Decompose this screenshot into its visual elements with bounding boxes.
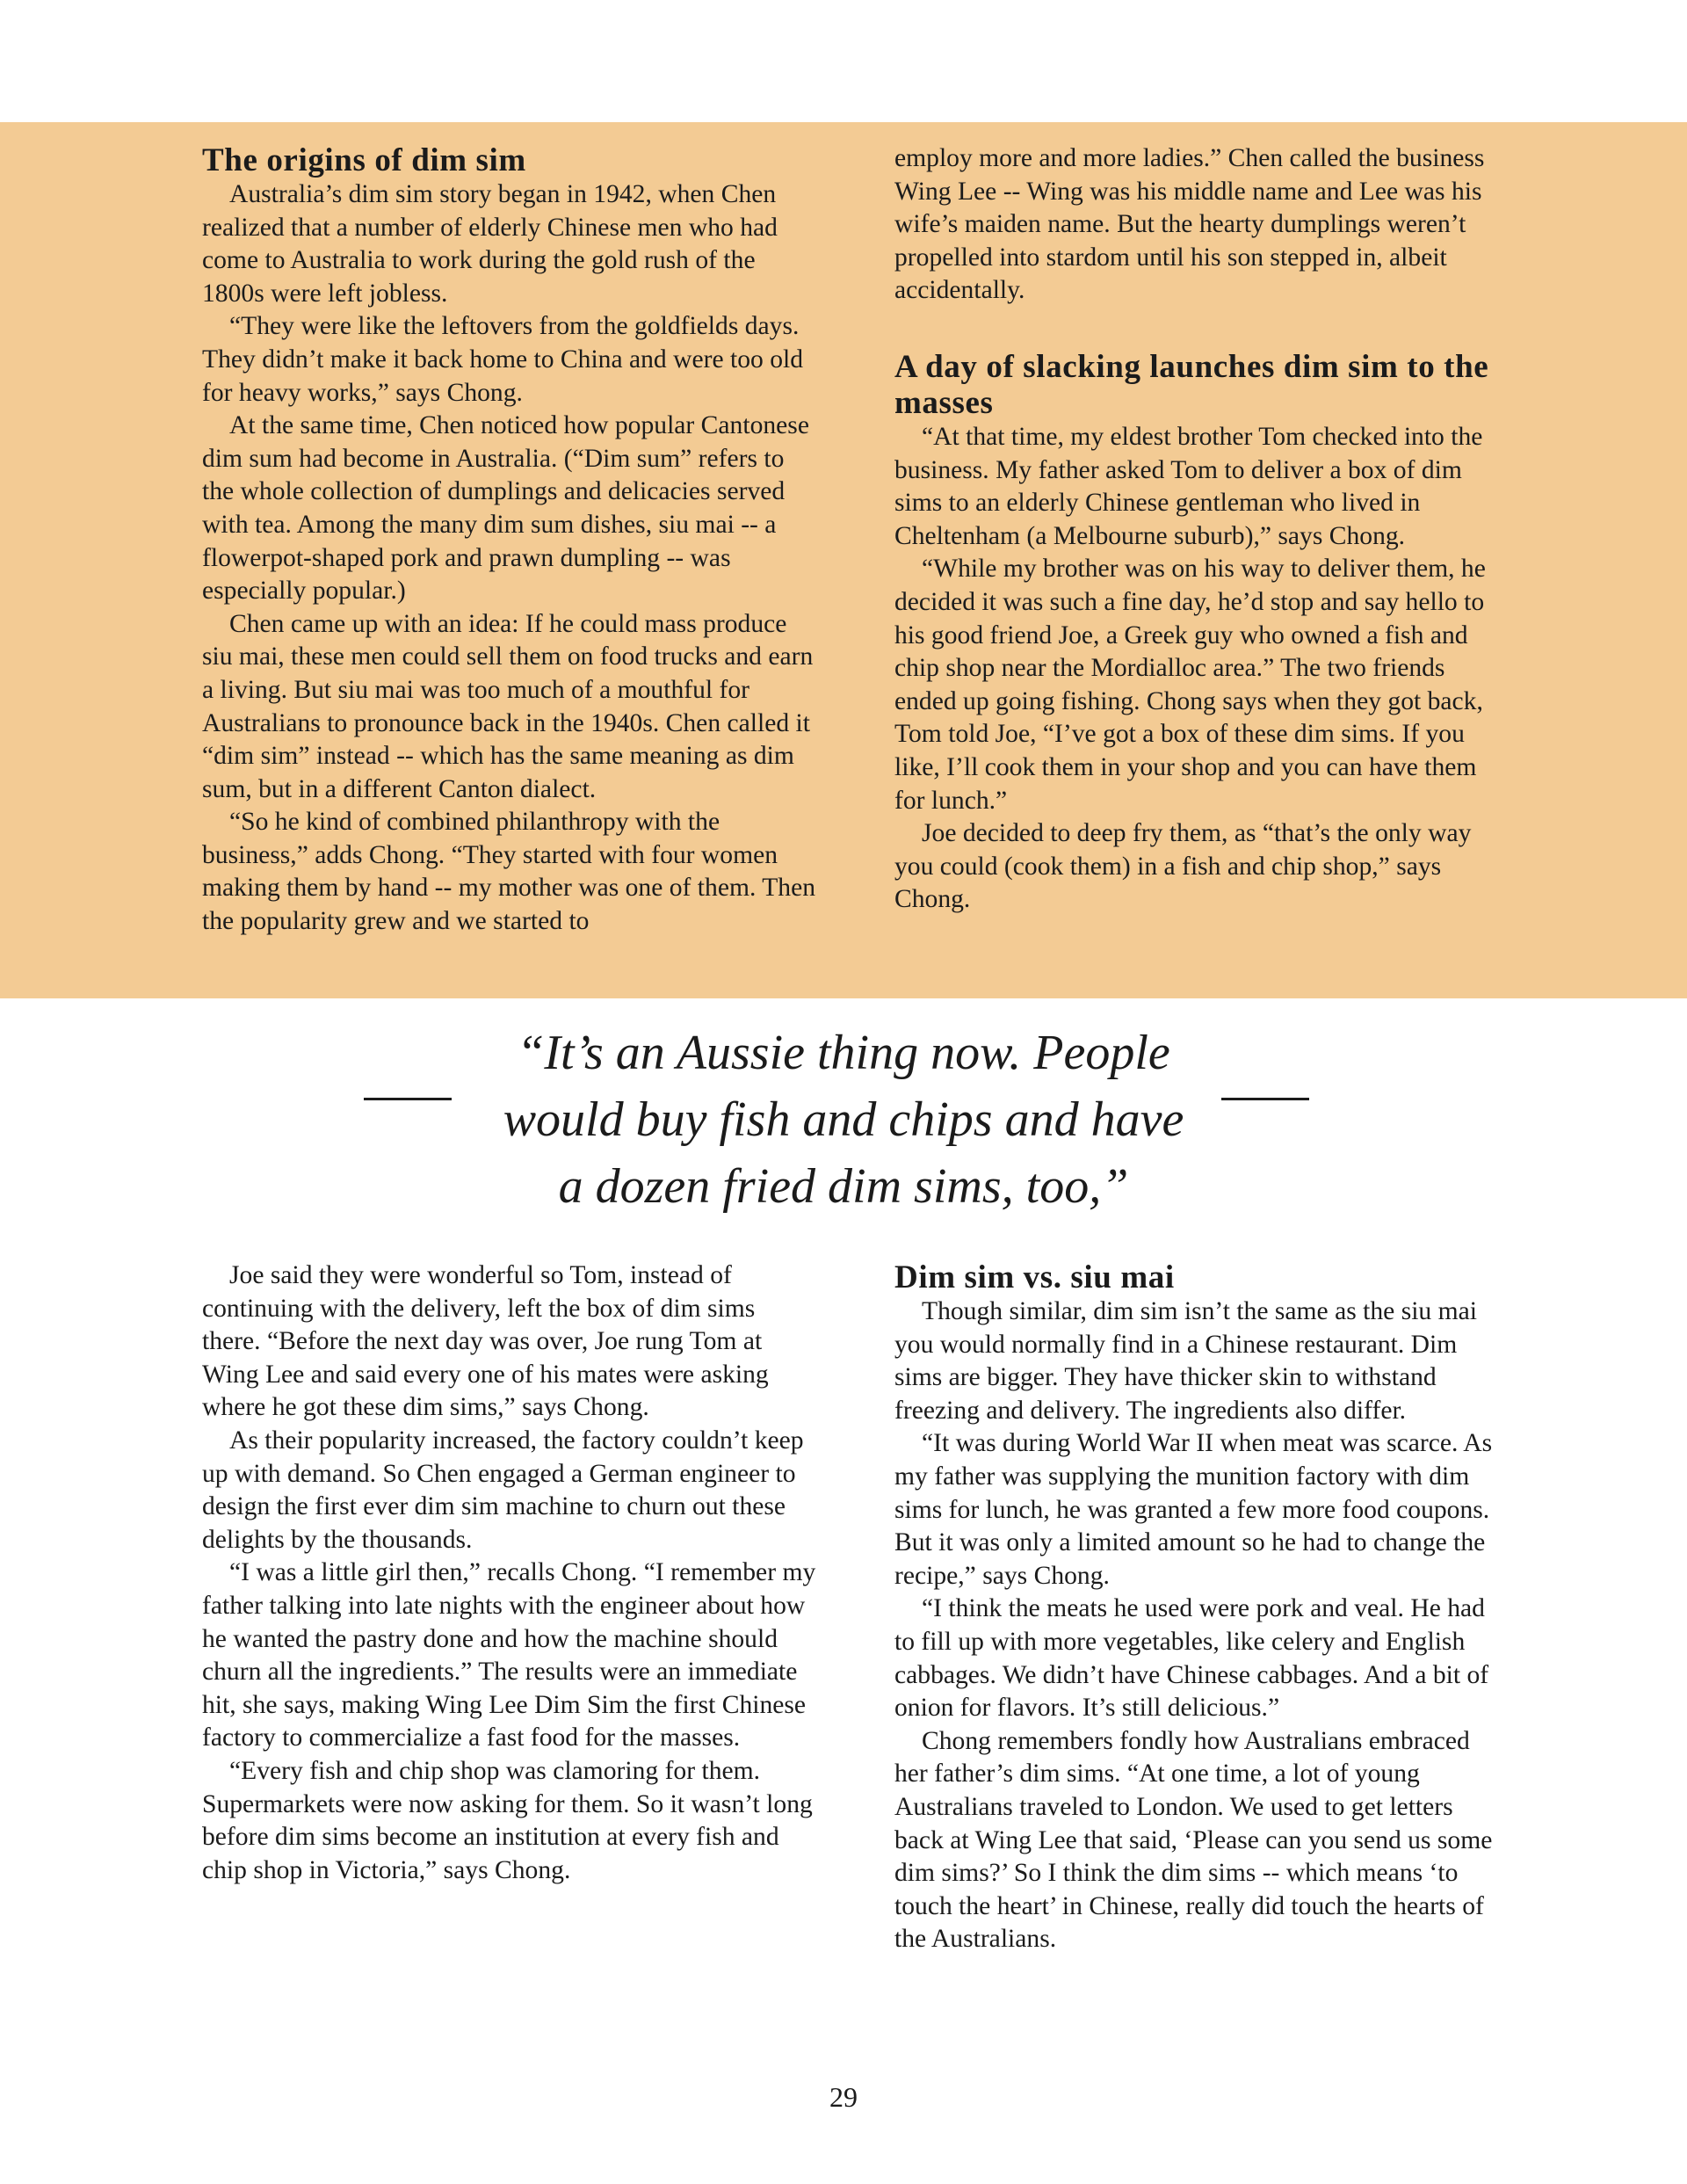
paragraph: “Every fish and chip shop was clamoring for them. Supermarkets were now asking for them. So it wasn’t long before dim sims become an institution at every fish and chip shop in Victoria,” says Chong. — [202, 1756, 813, 1884]
paragraph-continuation: employ more and more ladies.” Chen called the business Wing Lee -- Wing was his middle name and Lee was his wife’s maiden name. But the hearty dumplings weren’t propelled into stardom until his son stepped in, albeit accidentally. — [894, 144, 1485, 305]
pull-quote-rule-right — [1221, 1098, 1309, 1100]
column-top-left — [202, 142, 817, 939]
section-heading-dim-sim-vs-siu-mai: Dim sim vs. siu mai — [894, 1259, 1175, 1295]
column-top-right — [894, 142, 1501, 917]
pull-quote-line: a dozen fried dim sims, too,” — [558, 1159, 1129, 1214]
pull-quote-line: “It’s an Aussie thing now. People — [517, 1026, 1170, 1080]
column-bottom-left — [202, 1259, 817, 1887]
pull-quote — [466, 1019, 1221, 1220]
paragraph: “They were like the leftovers from the goldfields days. They didn’t make it back home to China and were too old for heavy works,” says Chong. — [202, 312, 804, 407]
paragraph: “At that time, my eldest brother Tom checked into the business. My father asked Tom to deliver a box of dim sims to an elderly Chinese gentleman who lived in Cheltenham (a Melbourne suburb),” says Chong. — [894, 422, 1483, 550]
paragraph: Australia’s dim sim story began in 1942, when Chen realized that a number of elderly Chinese men who had come to Australia to work during the gold rush of the 1800s were left jobless. — [202, 180, 778, 308]
pull-quote-line: would buy fish and chips and have — [503, 1092, 1184, 1147]
paragraph: At the same time, Chen noticed how popular Cantonese dim sum had become in Australia. (“Dim sum” refers to the whole collection of dumplings and delicacies served with tea. Among the many dim sum dishes, siu mai -- a flowerpot-shaped pork and prawn dumpling -- was especially popular.) — [202, 411, 809, 606]
paragraph: “It was during World War II when meat was scarce. As my father was supplying the munition factory with dim sims for lunch, he was granted a few more food coupons. But it was only a limited amount so he had to change the recipe,” says Chong. — [894, 1429, 1493, 1590]
column-bottom-right — [894, 1259, 1501, 1956]
paragraph: “While my brother was on his way to deliver them, he decided it was such a fine day, he’d stop and say hello to his good friend Joe, a Greek guy who owned a fish and chip shop near the Mordialloc area.” The two friends ended up going fishing. Chong says when they got back, Tom told Joe, “I’ve got a box of these dim sims. If you like, I’ll cook them in your shop and you can have them for lunch.” — [894, 555, 1486, 815]
section-heading-slacking: A day of slacking launches dim sim to the masses — [894, 348, 1489, 421]
paragraph: “I think the meats he used were pork and veal. He had to fill up with more vegetables, like celery and English cabbages. We didn’t have Chinese cabbages. And a bit of onion for flavors. It’s still delicious.” — [894, 1594, 1489, 1723]
paragraph: “So he kind of combined philanthropy with the business,” adds Chong. “They started with four women making them by hand -- my mother was one of them. Then the popularity grew and we started to — [202, 808, 816, 936]
paragraph: Chong remembers fondly how Australians embraced her father’s dim sims. “At one time, a lot of young Australians traveled to London. We used to get letters back at Wing Lee that said, ‘Please can you send us some dim sims?’ So I think the dim sims -- which means ‘to touch the heart’ in Chinese, really did touch the hearts of the Australians. — [894, 1726, 1493, 1954]
paragraph: Joe decided to deep fry them, as “that’s the only way you could (cook them) in a fish and chip shop,” says Chong. — [894, 819, 1472, 914]
paragraph: “I was a little girl then,” recalls Chong. “I remember my father talking into late nights with the engineer about how he wanted the pastry done and how the machine should churn all the ingredients.” The results were an immediate hit, she says, making Wing Lee Dim Sim the first Chinese factory to commercialize a fast food for the masses. — [202, 1558, 816, 1752]
page-number: 29 — [829, 2081, 858, 2113]
section-heading-origins: The origins of dim sim — [202, 142, 526, 178]
paragraph: Chen came up with an idea: If he could mass produce siu mai, these men could sell them on food trucks and earn a living. But siu mai was too much of a mouthful for Australians to pronounce back in the 1940s. Chen called it “dim sim” instead -- which has the same meaning as dim sum, but in a different Canton dialect. — [202, 609, 814, 803]
paragraph: As their popularity increased, the factory couldn’t keep up with demand. So Chen engaged a German engineer to design the first ever dim sim machine to churn out these delights by the thousands. — [202, 1426, 804, 1554]
paragraph: Though similar, dim sim isn’t the same as the siu mai you would normally find in a Chinese restaurant. Dim sims are bigger. They have thicker skin to withstand freezing and delivery. The ingredients also differ. — [894, 1297, 1478, 1425]
pull-quote-rule-left — [364, 1098, 452, 1100]
paragraph: Joe said they were wonderful so Tom, instead of continuing with the delivery, left the box of dim sims there. “Before the next day was over, Joe rung Tom at Wing Lee and said every one of his mates were asking where he got these dim sims,” says Chong. — [202, 1261, 769, 1422]
